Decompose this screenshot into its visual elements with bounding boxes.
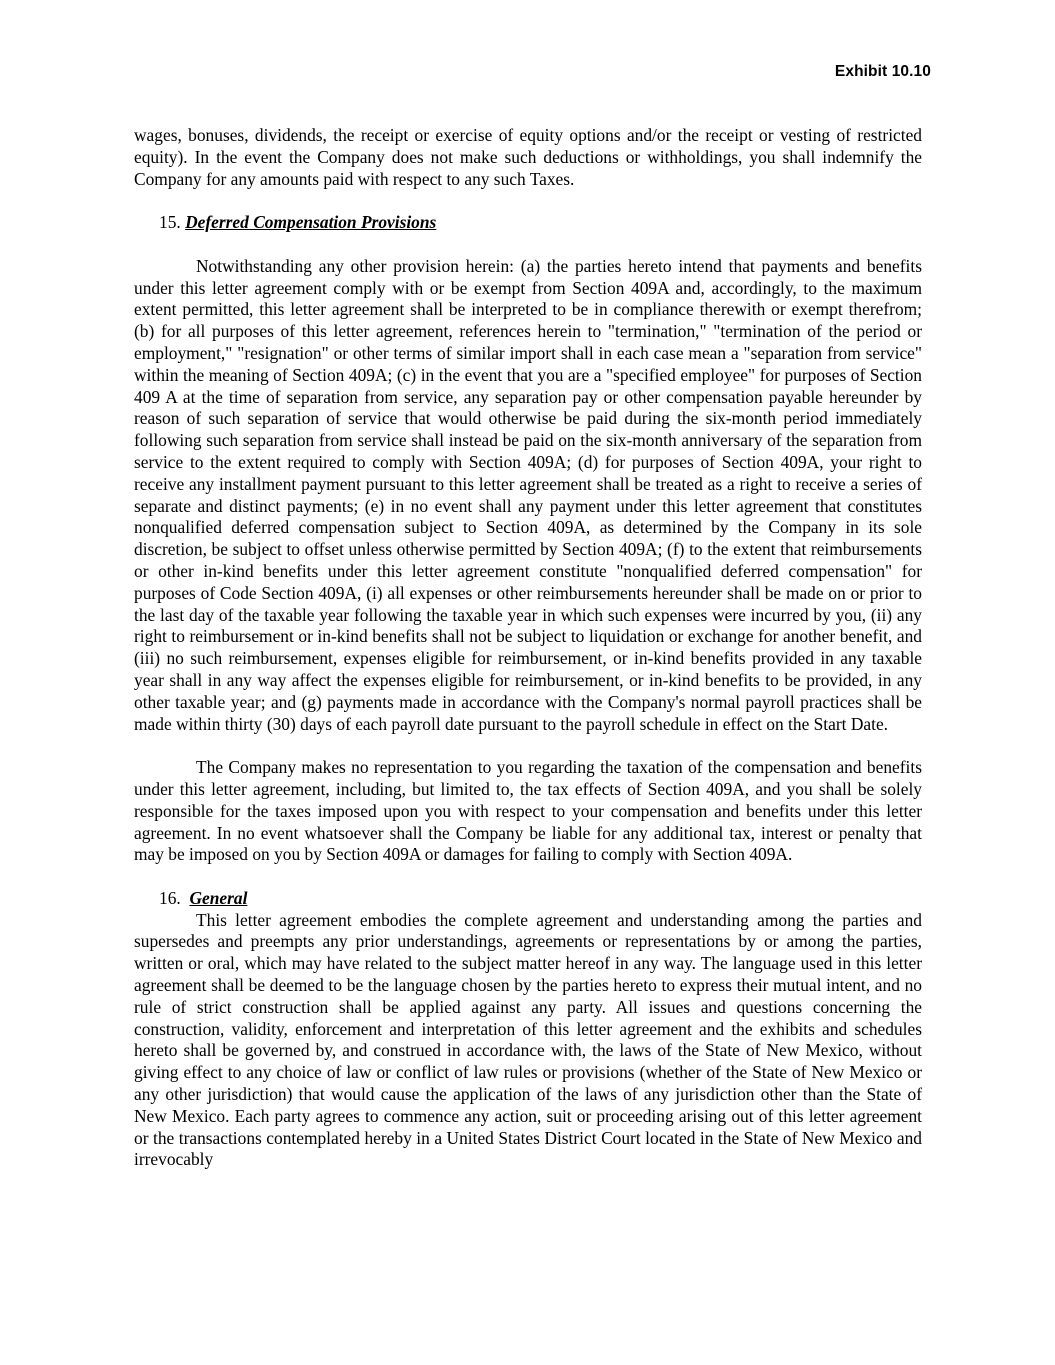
paragraph-spacer (134, 234, 922, 256)
paragraph-spacer (134, 866, 922, 888)
section-15-number: 15. (159, 212, 181, 233)
section-15-paragraph-1: Notwithstanding any other provision herein: (a) the parties hereto intend that payments and benefits under this letter agreement comply with or be exempt from Section 409A and, accordingly, to the maximum extent permitted, this letter agreement shall be interpreted to be in compliance therewith or exempt therefrom; (b) for all purposes of this letter agreement, references herein to "termination," "termination of the period or employment," "resignation" or other terms of similar import shall in each case mean a "separation from service" within the meaning of Section 409A; (c) in the event that you are a "specified employee" for purposes of Section 409 A at the time of separation from service, any separation pay or other compensation payable hereunder by reason of such separation of service that would otherwise be paid during the six-month period immediately following such separation from service shall instead be paid on the six-month anniversary of the separation from service to the extent required to comply with Section 409A; (d) for purposes of Section 409A, your right to receive any installment payment pursuant to this letter agreement shall be treated as a right to receive a series of separate and distinct payments; (e) in no event shall any payment under this letter agreement that constitutes nonqualified deferred compensation subject to Section 409A, as determined by the Company in its sole discretion, be subject to offset unless otherwise permitted by Section 409A; (f) to the extent that reimbursements or other in-kind benefits under this letter agreement constitute "nonqualified deferred compensation" for purposes of Code Section 409A, (i) all expenses or other reimbursements hereunder shall be made on or prior to the last day of the taxable year following the taxable year in which such expenses were incurred by you, (ii) any right to reimbursement or in-kind benefits shall not be subject to liquidation or exchange for another benefit, and (iii) no such reimbursement, expenses eligible for reimbursement, or in-kind benefits provided in any taxable year shall in any way affect the expenses eligible for reimbursement, or in-kind benefits to be provided, in any other taxable year; and (g) payments made in accordance with the Company's normal payroll practices shall be made within thirty (30) days of each payroll date pursuant to the payroll schedule in effect on the Start Date. (134, 255, 922, 734)
paragraph-spacer (134, 735, 922, 757)
section-16-number: 16. (159, 887, 181, 908)
continued-paragraph: wages, bonuses, dividends, the receipt or exercise of equity options and/or the receipt or vesting of restricted equity). In the event the Company does not make such deductions or withholdings, you shall indemnify the Company for any amounts paid with respect to any such Taxes. (134, 125, 922, 189)
paragraph-spacer (134, 190, 922, 212)
section-15-heading (134, 212, 922, 234)
document-body (134, 125, 922, 1171)
section-15-paragraph-2: The Company makes no representation to you regarding the taxation of the compensation and benefits under this letter agreement, including, but limited to, the tax effects of Section 409A, and you shall be solely responsible for the taxes imposed upon you with respect to your compensation and benefits under this letter agreement. In no event whatsoever shall the Company be liable for any additional tax, interest or penalty that may be imposed on you by Section 409A or damages for failing to comply with Section 409A. (134, 757, 922, 865)
exhibit-label: Exhibit 10.10 (834, 63, 931, 80)
section-16-title: General (189, 887, 248, 908)
section-15-title: Deferred Compensation Provisions (185, 212, 437, 233)
section-16-heading (134, 888, 922, 910)
section-16-paragraph-1: This letter agreement embodies the complete agreement and understanding among the parties and supersedes and preempts any prior understandings, agreements or representations by or among the parties, written or oral, which may have related to the subject matter hereof in any way. The language used in this letter agreement shall be deemed to be the language chosen by the parties hereto to express their mutual intent, and no rule of strict construction shall be applied against any party. All issues and questions concerning the construction, validity, enforcement and interpretation of this letter agreement and the exhibits and schedules hereto shall be governed by, and construed in accordance with, the laws of the State of New Mexico, without giving effect to any choice of law or conflict of law rules or provisions (whether of the State of New Mexico or any other jurisdiction) that would cause the application of the laws of any jurisdiction other than the State of New Mexico. Each party agrees to commence any action, suit or proceeding arising out of this letter agreement or the transactions contemplated hereby in a United States District Court located in the State of New Mexico and irrevocably (134, 909, 922, 1170)
